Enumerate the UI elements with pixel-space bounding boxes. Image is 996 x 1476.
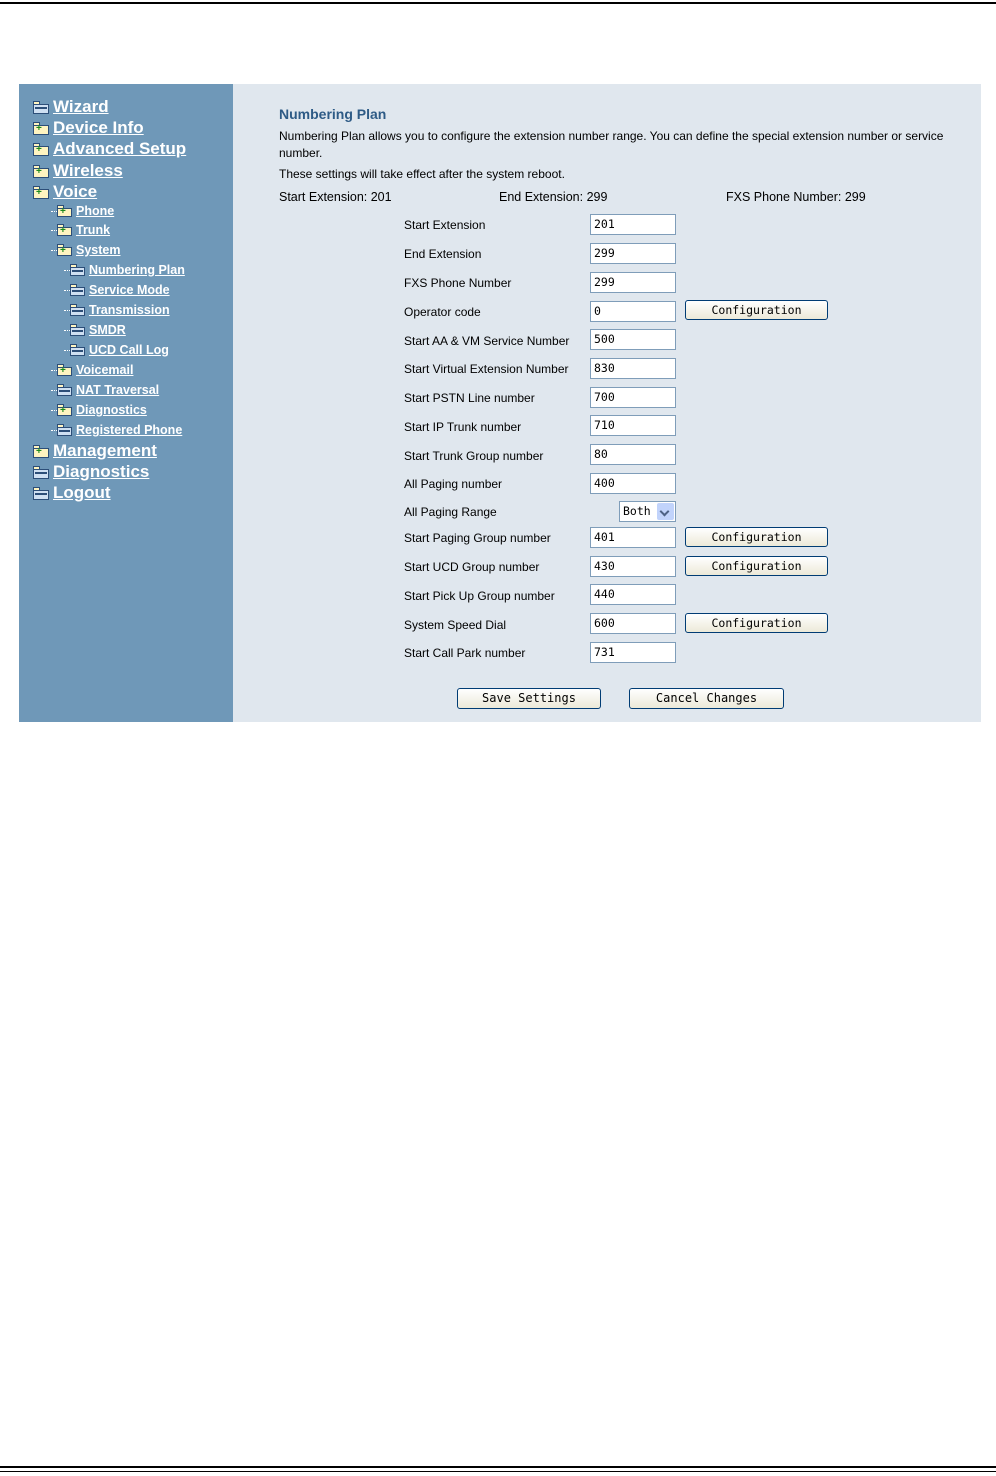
chevron-down-icon[interactable] — [657, 503, 674, 520]
operator-code-label: Operator code — [404, 305, 481, 319]
folder-plus-icon: + — [57, 205, 72, 217]
sidebar-item-label[interactable]: Wizard — [53, 97, 109, 116]
sidebar-item-voice[interactable] — [33, 182, 97, 202]
sidebar-item-ucd-call-log[interactable] — [70, 343, 169, 357]
end-extension-input[interactable]: 299 — [590, 243, 676, 264]
all-paging-number-input[interactable]: 400 — [590, 473, 676, 494]
start-extension-input[interactable]: 201 — [590, 214, 676, 235]
sidebar-item-label[interactable]: Diagnostics — [53, 462, 150, 481]
virtual-extension-number-label: Start Virtual Extension Number — [404, 362, 569, 376]
summary-value: 299 — [586, 190, 608, 204]
sidebar-item-voicemail[interactable] — [57, 363, 133, 377]
paging-group-configuration-button[interactable]: Configuration — [685, 527, 828, 547]
sidebar-item-label[interactable]: Logout — [53, 483, 111, 502]
folder-plus-icon: + — [33, 186, 49, 199]
sidebar-item-device-info[interactable] — [33, 118, 144, 138]
reboot-notice: These settings will take effect after the system reboot. — [279, 167, 565, 181]
sidebar-item-service-mode[interactable] — [70, 283, 170, 297]
fxs-phone-number-label: FXS Phone Number — [404, 276, 512, 290]
call-park-number-input[interactable]: 731 — [590, 642, 676, 663]
sidebar-item-label[interactable]: UCD Call Log — [89, 343, 169, 357]
sidebar-item-label[interactable]: Registered Phone — [76, 423, 183, 437]
ucd-group-number-label: Start UCD Group number — [404, 560, 540, 574]
start-extension-label: Start Extension — [404, 218, 486, 232]
aa-vm-service-number-input[interactable]: 500 — [590, 329, 676, 350]
speed-dial-configuration-button[interactable]: Configuration — [685, 613, 828, 633]
sidebar-item-label[interactable]: Voicemail — [76, 363, 134, 377]
summary-start-extension — [279, 190, 392, 204]
summary-label: End Extension: — [499, 190, 584, 204]
virtual-extension-number-input[interactable]: 830 — [590, 358, 676, 379]
aa-vm-service-number-label: Start AA & VM Service Number — [404, 334, 570, 348]
pick-up-group-number-label: Start Pick Up Group number — [404, 589, 555, 603]
sidebar-item-transmission[interactable] — [70, 303, 170, 317]
folder-closed-icon — [70, 284, 85, 296]
sidebar-item-label[interactable]: NAT Traversal — [76, 383, 160, 397]
folder-closed-icon — [57, 384, 72, 396]
folder-closed-icon — [70, 344, 85, 356]
folder-plus-icon: + — [33, 122, 49, 135]
pick-up-group-number-input[interactable]: 440 — [590, 584, 676, 605]
sidebar-item-label[interactable]: System — [76, 243, 121, 257]
folder-plus-icon: + — [57, 244, 72, 256]
content-panel — [233, 84, 981, 722]
folder-plus-icon: + — [33, 445, 49, 458]
sidebar-item-trunk[interactable] — [57, 223, 110, 237]
sidebar-item-nat-traversal[interactable] — [57, 383, 159, 397]
cancel-changes-button[interactable]: Cancel Changes — [629, 688, 784, 709]
folder-plus-icon: + — [57, 224, 72, 236]
ip-trunk-number-input[interactable]: 710 — [590, 415, 676, 436]
page-title: Numbering Plan — [279, 106, 387, 122]
sidebar-item-smdr[interactable] — [70, 323, 126, 337]
summary-label: FXS Phone Number: — [726, 190, 842, 204]
summary-value: 299 — [844, 190, 866, 204]
folder-closed-icon — [70, 304, 85, 316]
paging-group-number-input[interactable]: 401 — [590, 527, 676, 548]
sidebar-item-label[interactable]: Service Mode — [89, 283, 170, 297]
summary-value: 201 — [370, 190, 392, 204]
sidebar-item-label[interactable]: Phone — [76, 204, 115, 218]
sidebar-item-system[interactable] — [57, 243, 120, 257]
system-speed-dial-input[interactable]: 600 — [590, 613, 676, 634]
trunk-group-number-input[interactable]: 80 — [590, 444, 676, 465]
sidebar-item-wizard[interactable] — [33, 97, 109, 117]
folder-closed-icon — [57, 424, 72, 436]
sidebar-item-label[interactable]: Voice — [53, 182, 98, 201]
operator-code-configuration-button[interactable]: Configuration — [685, 300, 828, 320]
all-paging-number-label: All Paging number — [404, 477, 503, 491]
paging-group-number-label: Start Paging Group number — [404, 531, 551, 545]
top-rule — [0, 2, 996, 4]
summary-label: Start Extension: — [279, 190, 368, 204]
sidebar-item-numbering-plan[interactable] — [70, 263, 185, 277]
sidebar-item-phone[interactable] — [57, 204, 114, 218]
sidebar-item-label[interactable]: Diagnostics — [76, 403, 147, 417]
select-value: Both — [623, 504, 651, 518]
all-paging-range-select[interactable] — [619, 501, 676, 522]
bottom-rule — [0, 1466, 996, 1468]
pstn-line-number-label: Start PSTN Line number — [404, 391, 535, 405]
sidebar-item-logout[interactable] — [33, 483, 111, 503]
folder-closed-icon — [70, 324, 85, 336]
sidebar-item-label[interactable]: Trunk — [76, 223, 111, 237]
sidebar-nav — [19, 84, 233, 722]
call-park-number-label: Start Call Park number — [404, 646, 526, 660]
sidebar-item-wireless[interactable] — [33, 161, 123, 181]
all-paging-range-label: All Paging Range — [404, 505, 497, 519]
router-web-ui — [19, 84, 981, 722]
sidebar-item-label[interactable]: Wireless — [53, 161, 123, 180]
system-speed-dial-label: System Speed Dial — [404, 618, 507, 632]
summary-end-extension — [499, 190, 607, 204]
sidebar-item-registered-phone[interactable] — [57, 423, 182, 437]
sidebar-item-management[interactable] — [33, 441, 157, 461]
summary-fxs-phone-number — [726, 190, 866, 204]
sidebar-item-label[interactable]: SMDR — [89, 323, 126, 337]
folder-plus-icon: + — [33, 165, 49, 178]
bottom-rule-thin — [0, 1471, 996, 1472]
folder-closed-icon — [33, 466, 49, 479]
sidebar-item-diagnostics[interactable] — [33, 462, 149, 482]
sidebar-item-label[interactable]: Transmission — [89, 303, 170, 317]
folder-closed-icon — [70, 264, 85, 276]
sidebar-item-advanced-setup[interactable] — [33, 139, 186, 159]
ucd-group-number-input[interactable]: 430 — [590, 556, 676, 577]
sidebar-item-label[interactable]: Device Info — [53, 118, 144, 137]
fxs-phone-number-input[interactable]: 299 — [590, 272, 676, 293]
folder-plus-icon: + — [57, 364, 72, 376]
pstn-line-number-input[interactable]: 700 — [590, 387, 676, 408]
folder-plus-icon: + — [57, 404, 72, 416]
operator-code-input[interactable]: 0 — [590, 301, 676, 322]
trunk-group-number-label: Start Trunk Group number — [404, 449, 544, 463]
folder-closed-icon — [33, 101, 49, 114]
folder-closed-icon — [33, 487, 49, 500]
ucd-group-configuration-button[interactable]: Configuration — [685, 556, 828, 576]
sidebar-item-label[interactable]: Numbering Plan — [89, 263, 185, 277]
end-extension-label: End Extension — [404, 247, 482, 261]
folder-plus-icon: + — [33, 143, 49, 156]
sidebar-item-label[interactable]: Management — [53, 441, 157, 460]
page-description: Numbering Plan allows you to configure the extension number range. You can define the special extension number or service number. — [279, 129, 944, 160]
sidebar-item-label[interactable]: Advanced Setup — [53, 139, 187, 158]
ip-trunk-number-label: Start IP Trunk number — [404, 420, 522, 434]
sidebar-item-voice-diagnostics[interactable] — [57, 403, 147, 417]
save-settings-button[interactable]: Save Settings — [457, 688, 601, 709]
